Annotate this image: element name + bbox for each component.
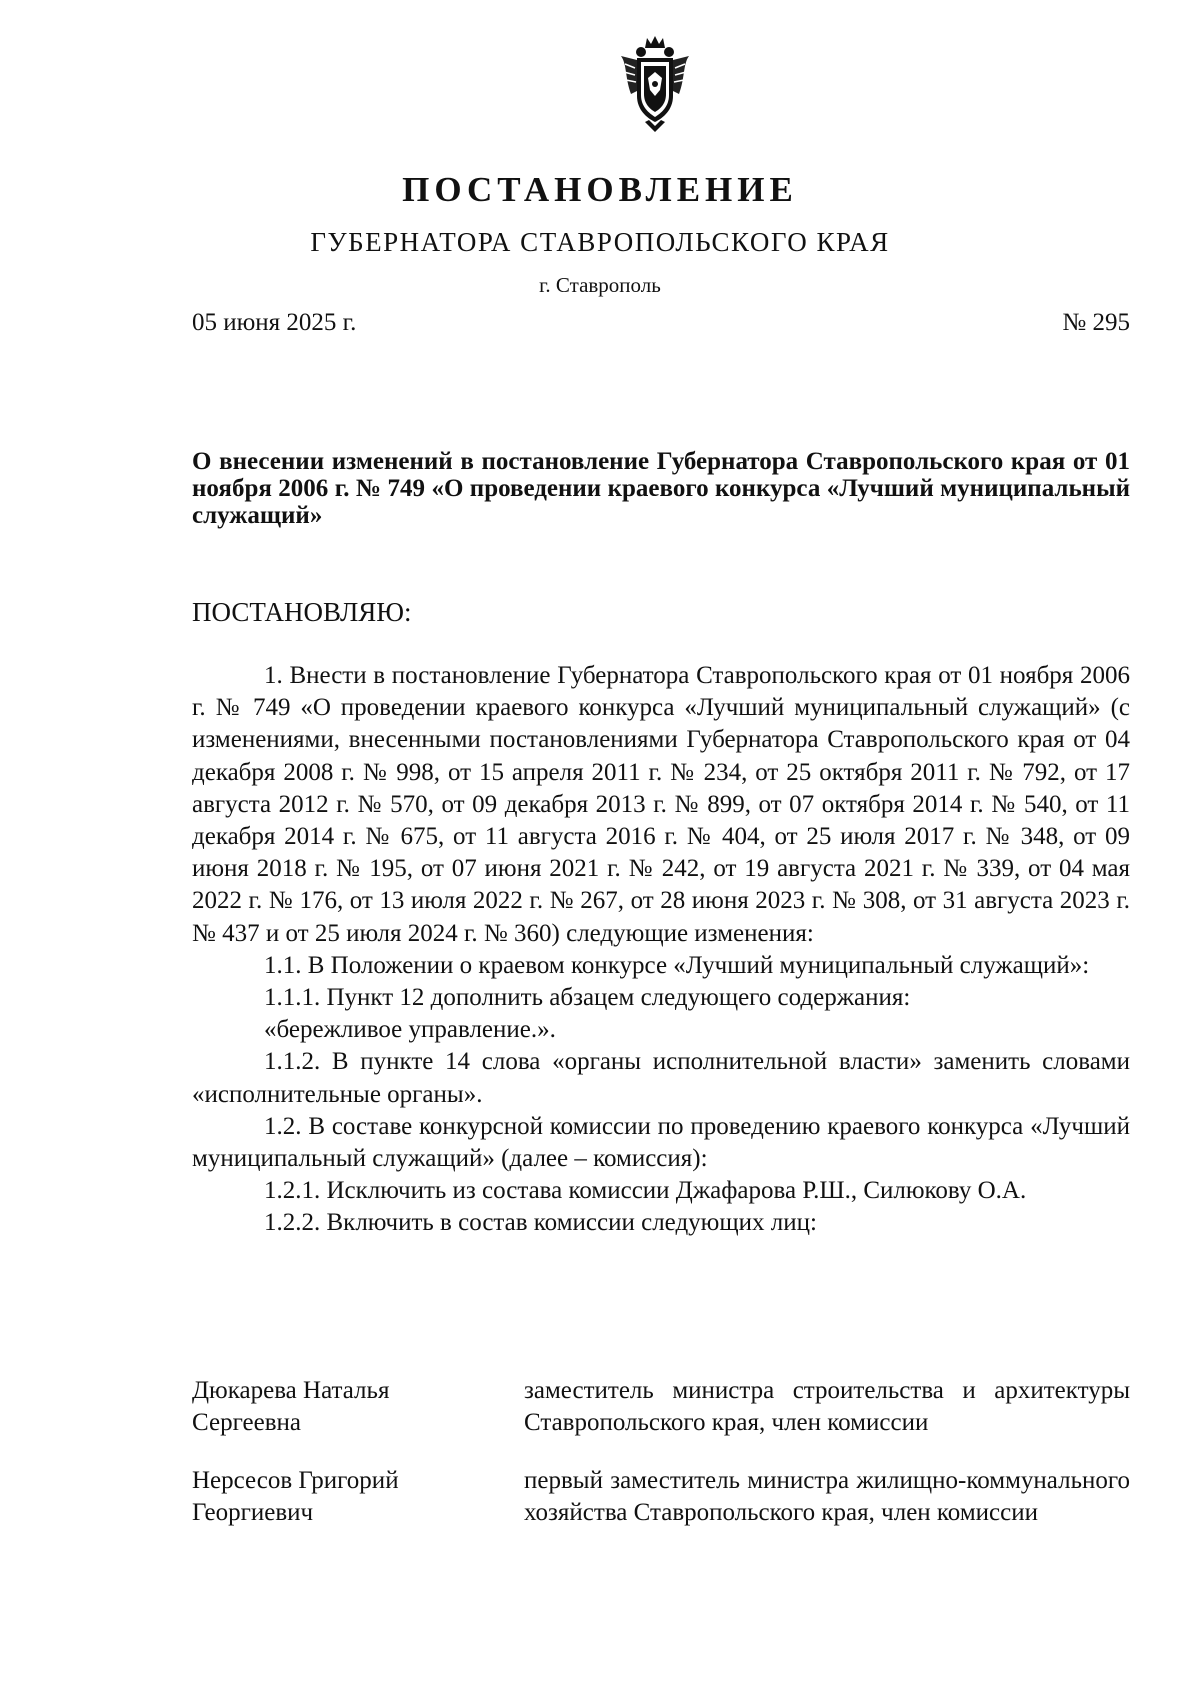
document-number: № 295	[1062, 309, 1130, 336]
paragraph: 1.1. В Положении о краевом конкурсе «Лучший муниципальный служащий»:	[264, 951, 1090, 979]
member-name-line: Дюкарева Наталья	[192, 1377, 390, 1404]
member-name-line: Сергеевна	[192, 1409, 301, 1436]
member-name	[192, 1465, 524, 1529]
paragraph: 1.1.2. В пункте 14 слова «органы исполнительной власти» заменить словами «исполнительные органы».	[192, 1048, 1130, 1108]
paragraph: 1. Внести в постановление Губернатора Ставропольского края от 01 ноября 2006 г. № 749 «О проведении краевого конкурса «Лучший муниципальный служащий» (с изменениями, внесенными постановлениями Губернатора Ставропольского края от 04 декабря 2008 г. № 998, от 15 апреля 2011 г. № 234, от 25 октября 2011 г. № 792, от 17 августа 2012 г. № 570, от 09 декабря 2013 г. № 899, от 07 октября 2014 г. № 540, от 11 декабря 2014 г. № 675, от 11 августа 2016 г. № 404, от 25 июля 2017 г. № 348, от 09 июня 2018 г. № 195, от 07 июня 2021 г. № 242, от 19 августа 2021 г. № 339, от 04 мая 2022 г. № 176, от 13 июля 2022 г. № 267, от 28 июня 2023 г. № 308, от 31 августа 2023 г. № 437 и от 25 июля 2024 г. № 360) следующие изменения:	[192, 662, 1130, 947]
member-role: первый заместитель министра жилищно-коммунального хозяйства Ставропольского края, член комиссии	[524, 1467, 1130, 1526]
document-title: ПОСТАНОВЛЕНИЕ	[402, 170, 798, 209]
document-heading: О внесении изменений в постановление Губернатора Ставропольского края от 01 ноября 2006 г. № 749 «О проведении краевого конкурса «Лучший муниципальный служащий»	[192, 448, 1130, 529]
document-body	[192, 660, 1130, 1240]
commission-members	[192, 1375, 1130, 1555]
member-row	[192, 1465, 1130, 1529]
member-name	[192, 1375, 524, 1439]
paragraph: 1.2.2. Включить в состав комиссии следующих лиц:	[264, 1209, 817, 1237]
paragraph: 1.2.1. Исключить из состава комиссии Джафарова Р.Ш., Силюкову О.А.	[264, 1177, 1027, 1205]
paragraph: 1.2. В составе конкурсной комиссии по проведению краевого конкурса «Лучший муниципальный служащий» (далее – комиссия):	[192, 1112, 1130, 1173]
paragraph: 1.1.1. Пункт 12 дополнить абзацем следующего содержания:	[264, 984, 911, 1012]
paragraph: «бережливое управление.».	[264, 1016, 556, 1044]
coat-of-arms-icon	[617, 34, 693, 134]
issue-date: 05 июня 2025 г.	[192, 309, 357, 336]
member-role: заместитель министра строительства и архитектуры Ставропольского края, член комиссии	[524, 1377, 1130, 1436]
member-row	[192, 1375, 1130, 1439]
member-name-line: Нерсесов Григорий	[192, 1467, 399, 1494]
issue-city: г. Ставрополь	[539, 273, 661, 297]
decree-word: ПОСТАНОВЛЯЮ:	[192, 597, 412, 627]
member-name-line: Георгиевич	[192, 1499, 314, 1526]
issuer-name: ГУБЕРНАТОРА СТАВРОПОЛЬСКОГО КРАЯ	[310, 227, 890, 257]
